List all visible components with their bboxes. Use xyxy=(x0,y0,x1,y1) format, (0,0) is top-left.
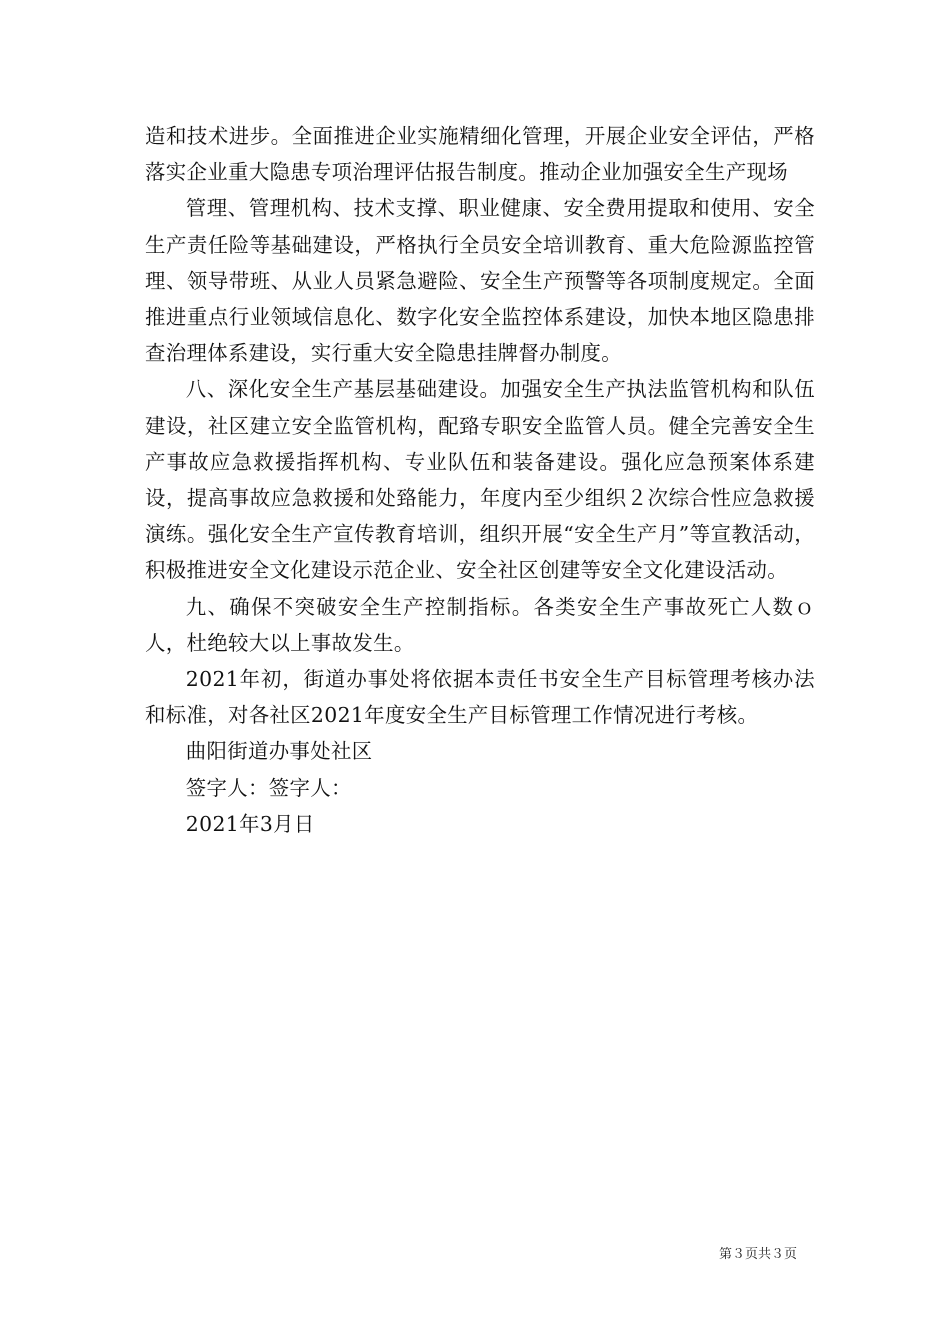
signature-organization: 曲阳街道办事处社区 xyxy=(185,739,373,764)
paragraph-item-8: 八、深化安全生产基层基础建设。加强安全生产执法监管机构和队伍建设，社区建立安全监管机构，配臵专职安全监管人员。健全完善安全生产事故应急救援指挥机构、专业队伍和装备建设。强化应急预案体系建设，提高事故应急救援和处臵能力，年度内至少组织２次综合性应急救援演练。强化安全生产宣传教育培训，组织开展“安全生产月”等宣教活动，积极推进安全文化建设示范企业、安全社区创建等安全文化建设活动。 xyxy=(145,377,815,583)
paragraph-item-9: 九、确保不突破安全生产控制指标。各类安全生产事故死亡人数ｏ人，杜绝较大以上事故发生。 xyxy=(145,594,815,655)
signature-signers: 签字人：签字人： xyxy=(185,775,352,800)
paragraph-assessment: 2021年初，街道办事处将依据本责任书安全生产目标管理考核办法和标准，对各社区2021年度安全生产目标管理工作情况进行考核。 xyxy=(145,667,815,728)
paragraph-continuation: 造和技术进步。全面推进企业实施精细化管理，开展企业安全评估，严格落实企业重大隐患专项治理评估报告制度。推动企业加强安全生产现场 xyxy=(145,124,815,185)
page-number: 第３页共３页 xyxy=(719,1247,798,1262)
document-body xyxy=(145,118,815,842)
paragraph-management: 管理、管理机构、技术支撑、职业健康、安全费用提取和使用、安全生产责任险等基础建设，严格执行全员安全培训教育、重大危险源监控管理、领导带班、从业人员紧急避险、安全生产预警等各项制度规定。全面推进重点行业领域信息化、数字化安全监控体系建设，加快本地区隐患排查治理体系建设，实行重大安全隐患挂牌督办制度。 xyxy=(145,196,815,366)
signature-date: 2021年3月日 xyxy=(185,811,315,836)
